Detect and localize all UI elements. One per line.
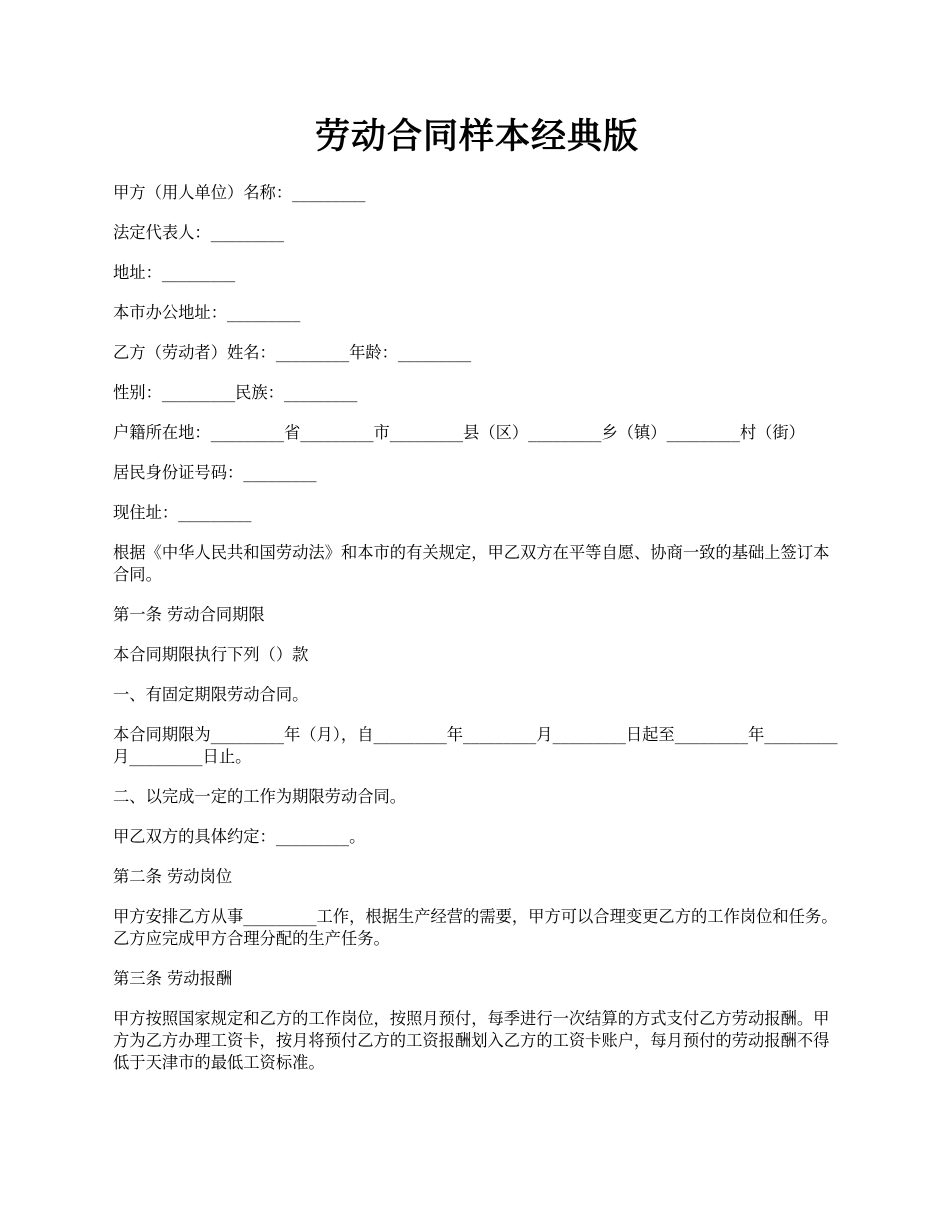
- legal-representative-line: 法定代表人：_________: [113, 223, 284, 242]
- term-option-line: 本合同期限执行下列（）款: [113, 645, 309, 664]
- spacer: [113, 524, 841, 542]
- spacer: [113, 324, 841, 342]
- id-number-line: 居民身份证号码：_________: [113, 463, 317, 482]
- remuneration-paragraph: 甲方按照国家规定和乙方的工作岗位，按照月预付，每季进行一次结算的方式支付乙方劳动报酬。甲方为乙方办理工资卡，按月将预付乙方的工资报酬划入乙方的工资卡账户，每月预付的劳动报酬不得低于天津市的最低工资标准。: [113, 1009, 830, 1072]
- household-registration-line: 户籍所在地：_________省_________市_________县（区）_________乡（镇）_________村（街）: [113, 423, 805, 442]
- spacer: [113, 950, 841, 968]
- spacer: [113, 364, 841, 382]
- task-term-heading: 二、以完成一定的工作为期限劳动合同。: [113, 787, 407, 806]
- spacer: [113, 848, 841, 866]
- spacer: [113, 244, 841, 262]
- job-position-paragraph: 甲方安排乙方从事_________工作，根据生产经营的需要，甲方可以合理变更乙方的工作岗位和任务。乙方应完成甲方合理分配的生产任务。: [113, 907, 838, 948]
- spacer: [113, 888, 841, 906]
- fixed-term-heading: 一、有固定期限劳动合同。: [113, 685, 309, 704]
- spacer: [113, 666, 841, 684]
- document-title: 劳动合同样本经典版: [314, 117, 639, 157]
- spacer: [113, 204, 841, 222]
- spacer: [113, 162, 841, 182]
- spacer: [113, 484, 841, 502]
- spacer: [113, 404, 841, 422]
- spacer: [113, 990, 841, 1008]
- article-1-heading: 第一条 劳动合同期限: [113, 605, 265, 624]
- preamble-paragraph: 根据《中华人民共和国劳动法》和本市的有关规定，甲乙双方在平等自愿、协商一致的基础上签订本合同。: [113, 543, 830, 584]
- spacer: [113, 444, 841, 462]
- current-address-line: 现住址：_________: [113, 503, 252, 522]
- article-2-heading: 第二条 劳动岗位: [113, 867, 233, 886]
- party-b-name-age-line: 乙方（劳动者）姓名：_________年龄：_________: [113, 343, 472, 362]
- spacer: [113, 284, 841, 302]
- spacer: [113, 626, 841, 644]
- spacer: [113, 586, 841, 604]
- office-address-line: 本市办公地址：_________: [113, 303, 301, 322]
- specific-agreement-line: 甲乙双方的具体约定：_________。: [113, 827, 366, 846]
- party-a-name-line: 甲方（用人单位）名称：_________: [113, 183, 366, 202]
- spacer: [113, 706, 841, 724]
- spacer: [113, 768, 841, 786]
- address-line: 地址：_________: [113, 263, 236, 282]
- document-page: [113, 0, 841, 1074]
- article-3-heading: 第三条 劳动报酬: [113, 969, 233, 988]
- spacer: [113, 808, 841, 826]
- gender-ethnicity-line: 性别：_________民族：_________: [113, 383, 358, 402]
- term-period-paragraph: 本合同期限为_________年（月），自_________年_________月_________日起至_________年_________月_________日止。: [113, 725, 838, 766]
